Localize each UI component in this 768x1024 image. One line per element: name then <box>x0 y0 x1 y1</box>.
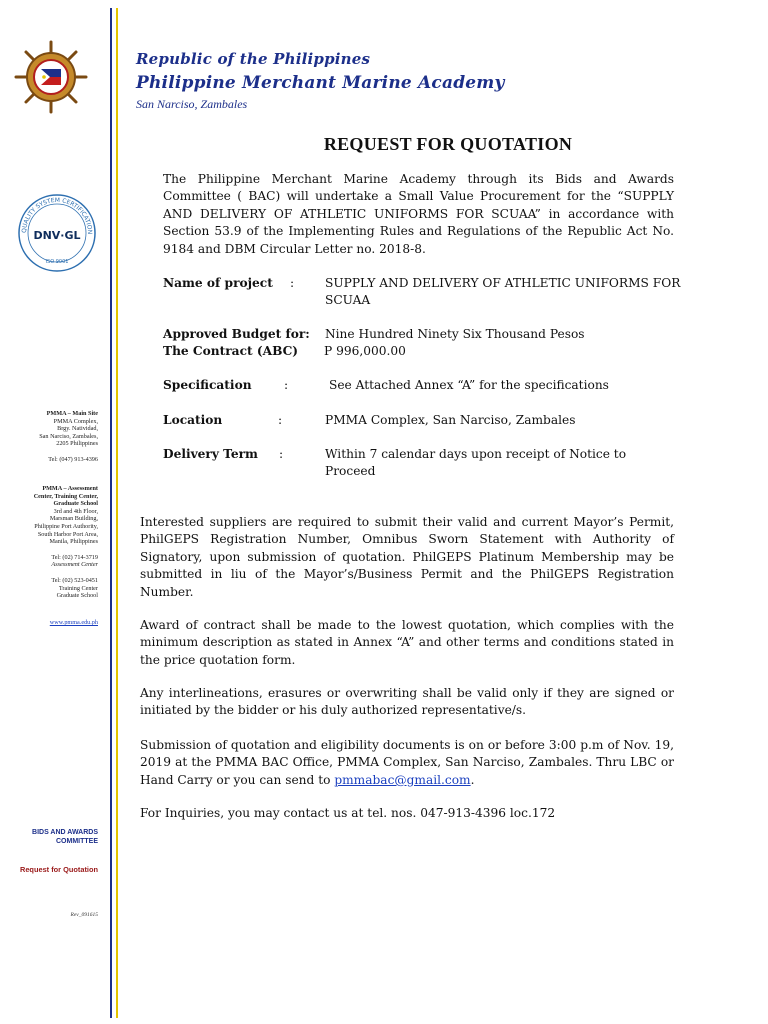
assessment-line: South Harbor Port Area, <box>37 530 98 538</box>
budget-label-1: Approved Budget for: <box>163 327 310 341</box>
main-site-tel: Tel: (047) 913-4396 <box>48 455 98 463</box>
assessment-title: Graduate School <box>53 500 98 508</box>
assessment-center-address <box>0 485 98 600</box>
project-value: SUPPLY AND DELIVERY OF ATHLETIC UNIFORMS FOR SCUAA <box>325 276 681 308</box>
submission-text: Submission of quotation and eligibility documents is on or before 3:00 p.m of Nov. 19, 2019 at the PMMA BAC Office, PMMA Complex, San Narciso, Zambales. Thru LBC or Hand Carry or you can send to <box>140 738 674 787</box>
spec-value: See Attached Annex “A” for the specifications <box>329 378 609 392</box>
inquiries-paragraph: For Inquiries, you may contact us at tel. nos. 047-913-4396 loc.172 <box>140 806 556 820</box>
colon: : <box>278 413 283 427</box>
bac-email-link[interactable]: pmmabac@gmail.com <box>334 772 471 787</box>
delivery-label: Delivery Term <box>163 447 258 461</box>
interlineations-paragraph: Any interlineations, erasures or overwriting shall be valid only if they are signed or initiated by the bidder or his duly authorized representative/s. <box>140 686 674 718</box>
colon: : <box>284 378 289 392</box>
main-site-line: 2205 Philippines <box>56 440 98 448</box>
assessment-tel: Tel: (02) 714-3719 <box>51 553 98 561</box>
revision-code: Rev_091615 <box>70 912 98 918</box>
blue-divider <box>110 8 112 1018</box>
location-label: Location <box>163 413 223 427</box>
bac-line: COMMITTEE <box>56 838 98 845</box>
budget-label-2: The Contract (ABC) <box>163 344 299 358</box>
assessment-tel-note: Assessment Center <box>51 561 98 569</box>
project-label: Name of project <box>163 276 273 290</box>
cert-arc-text: QUALITY SYSTEM CERTIFICATION <box>20 196 94 235</box>
budget-value-words: Nine Hundred Ninety Six Thousand Pesos <box>325 327 585 341</box>
assessment-title: Center, Training Center, <box>33 492 98 500</box>
page-title: REQUEST FOR QUOTATION <box>323 134 573 154</box>
colon: : <box>279 447 284 461</box>
main-site-address <box>0 410 98 464</box>
main-site-title: PMMA – Main Site <box>46 410 98 417</box>
header-republic: Republic of the Philippines <box>136 50 371 68</box>
main-site-line: Brgy. Natividad, <box>57 425 98 433</box>
header-academy: Philippine Merchant Marine Academy <box>136 73 505 93</box>
award-paragraph: Award of contract shall be made to the lowest quotation, which complies with the minimum description as stated in Annex “A” and other terms and conditions stated in the price quotation form. <box>140 618 674 667</box>
assessment-line: Manila, Philippines <box>49 538 98 546</box>
gold-divider <box>116 8 118 1018</box>
colon: : <box>290 276 295 290</box>
main-site-line: San Narciso, Zambales, <box>39 432 98 440</box>
submission-paragraph <box>140 737 674 789</box>
pmma-seal-logo <box>14 40 88 114</box>
cert-iso-text: ISO 9001 <box>45 259 69 265</box>
budget-value-amount: P 996,000.00 <box>324 344 406 358</box>
training-tel-note: Graduate School <box>56 592 98 600</box>
assessment-line: Philippine Port Authority, <box>34 522 98 530</box>
doc-type-label: Request for Quotation <box>19 865 98 874</box>
cert-logo-text: DNV·GL <box>33 229 81 242</box>
delivery-value: Within 7 calendar days upon receipt of Notice to Proceed <box>325 447 627 479</box>
location-value: PMMA Complex, San Narciso, Zambales <box>325 413 576 427</box>
header-location: San Narciso, Zambales <box>136 97 248 111</box>
assessment-line: 3rd and 4th Floor, <box>53 507 98 515</box>
website-link[interactable]: www.pmma.edu.ph <box>49 619 98 626</box>
spec-label: Specification <box>163 378 252 392</box>
training-tel: Tel: (02) 523-0451 <box>51 576 98 584</box>
dnv-gl-certification-logo <box>14 192 100 274</box>
submission-end: . <box>470 772 475 787</box>
main-site-line: PMMA Complex, <box>53 417 98 425</box>
training-tel-note: Training Center <box>58 584 98 592</box>
requirements-paragraph: Interested suppliers are required to submit their valid and current Mayor’s Permit, PhilGEPS Registration Number, Omnibus Sworn Statement with Authority of Signatory, upon submission of quotation. PhilGEPS Platinum Membership may be submitted in liu of the Mayor’s/Business Permit and the PhilGEPS Registration Number. <box>140 515 674 599</box>
bac-line: BIDS AND AWARDS <box>32 829 98 836</box>
assessment-title: PMMA – Assessment <box>42 485 98 492</box>
assessment-line: Marsman Building, <box>49 515 98 523</box>
bac-label <box>0 828 98 846</box>
intro-paragraph: The Philippine Merchant Marine Academy through its Bids and Awards Committee ( BAC) will undertake a Small Value Procurement for the “SUPPLY AND DELIVERY OF ATHLETIC UNIFORMS FOR SCUAA” in accordance with Section 53.9 of the Implementing Rules and Regulations of the Republic Act No. 9184 and DBM Circular Letter no. 2018-8. <box>163 172 674 256</box>
